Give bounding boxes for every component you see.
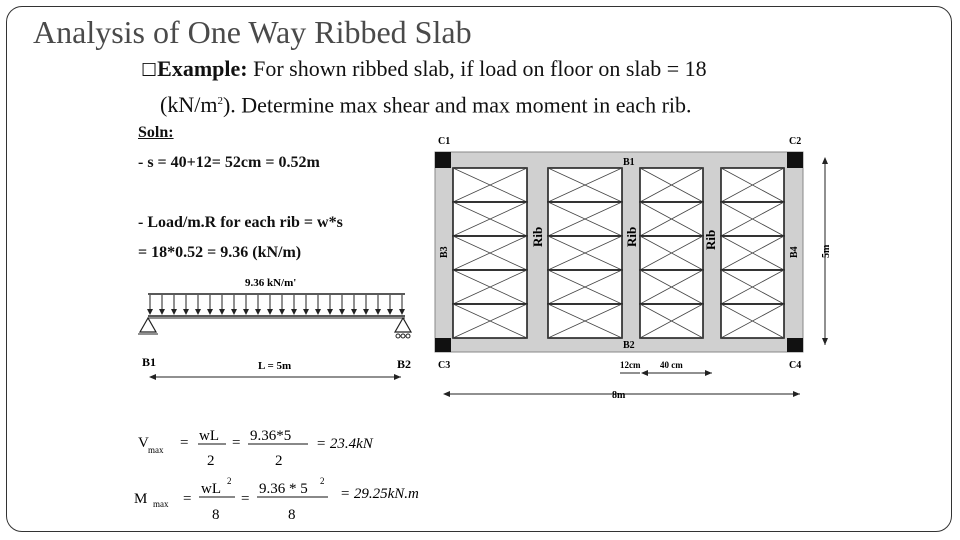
load-label: 9.36 kN/m' — [245, 277, 297, 289]
label-c1: C1 — [438, 136, 451, 147]
vmax-symbol: V — [138, 435, 149, 451]
mmax-num2-sup: 2 — [320, 476, 325, 486]
rib-label-1: Rib — [530, 226, 545, 247]
rib-label-2: Rib — [624, 226, 639, 247]
mmax-num: wL — [201, 481, 221, 497]
vmax-num: wL — [199, 428, 219, 444]
column-c3 — [435, 338, 451, 352]
rib-label-3: Rib — [703, 229, 718, 250]
vmax-den: 2 — [207, 453, 215, 469]
vmax-num2: 9.36*5 — [250, 428, 292, 444]
column-c1 — [435, 152, 451, 168]
label-c2: C2 — [789, 136, 802, 147]
dim-gap: 40 cm — [660, 360, 683, 370]
slide-title: Analysis of One Way Ribbed Slab — [33, 14, 472, 50]
mmax-num2: 9.36 * 5 — [259, 481, 308, 497]
mmax-subscript: max — [153, 499, 169, 509]
vmax-result: = 23.4kN — [316, 436, 373, 452]
vmax-eq2: = — [232, 435, 241, 451]
span-label: L = 5m — [258, 360, 292, 372]
dim-width: 8m — [612, 390, 626, 401]
spacing-line: - s = 40+12= 52cm = 0.52m — [138, 154, 320, 171]
beam-left-support-label: B1 — [142, 355, 157, 369]
vmax-eq1: = — [180, 435, 189, 451]
mmax-eq2: = — [241, 491, 250, 507]
dim-height: 5m — [821, 244, 832, 258]
mmax-symbol: M — [134, 491, 148, 507]
load-line: - Load/m.R for each rib = w*s — [138, 214, 343, 231]
mmax-result: = 29.25kN.m — [340, 486, 419, 502]
column-c2 — [787, 152, 803, 168]
beam-right-support-label: B2 — [397, 357, 412, 371]
example-text-2a: (kN/m — [160, 92, 218, 118]
mmax-eq1: = — [183, 491, 192, 507]
example-label: Example: — [157, 56, 248, 81]
mmax-den2: 8 — [288, 507, 296, 523]
column-c4 — [787, 338, 803, 352]
panels — [453, 168, 784, 338]
mmax-den: 8 — [212, 507, 220, 523]
dim-rib: 12cm — [620, 360, 641, 370]
label-b4: B4 — [789, 246, 800, 258]
example-text-2b: ). Determine max shear and max moment in each rib. — [222, 92, 692, 118]
mmax-num-sup: 2 — [227, 476, 232, 486]
label-b2: B2 — [623, 340, 635, 351]
example-text-1: For shown ribbed slab, if load on floor on slab = 18 — [253, 56, 707, 81]
load-value-line: = 18*0.52 = 9.36 (kN/m) — [138, 244, 302, 261]
label-b3: B3 — [439, 246, 450, 258]
label-b1: B1 — [623, 157, 635, 168]
checkbox-bullet-icon: ☐ — [141, 60, 158, 81]
vmax-den2: 2 — [275, 453, 283, 469]
vmax-subscript: max — [148, 445, 164, 455]
example-text-2-sup: 2 — [217, 95, 223, 107]
soln-heading: Soln: — [138, 124, 174, 141]
label-c3: C3 — [438, 360, 451, 371]
label-c4: C4 — [789, 360, 802, 371]
